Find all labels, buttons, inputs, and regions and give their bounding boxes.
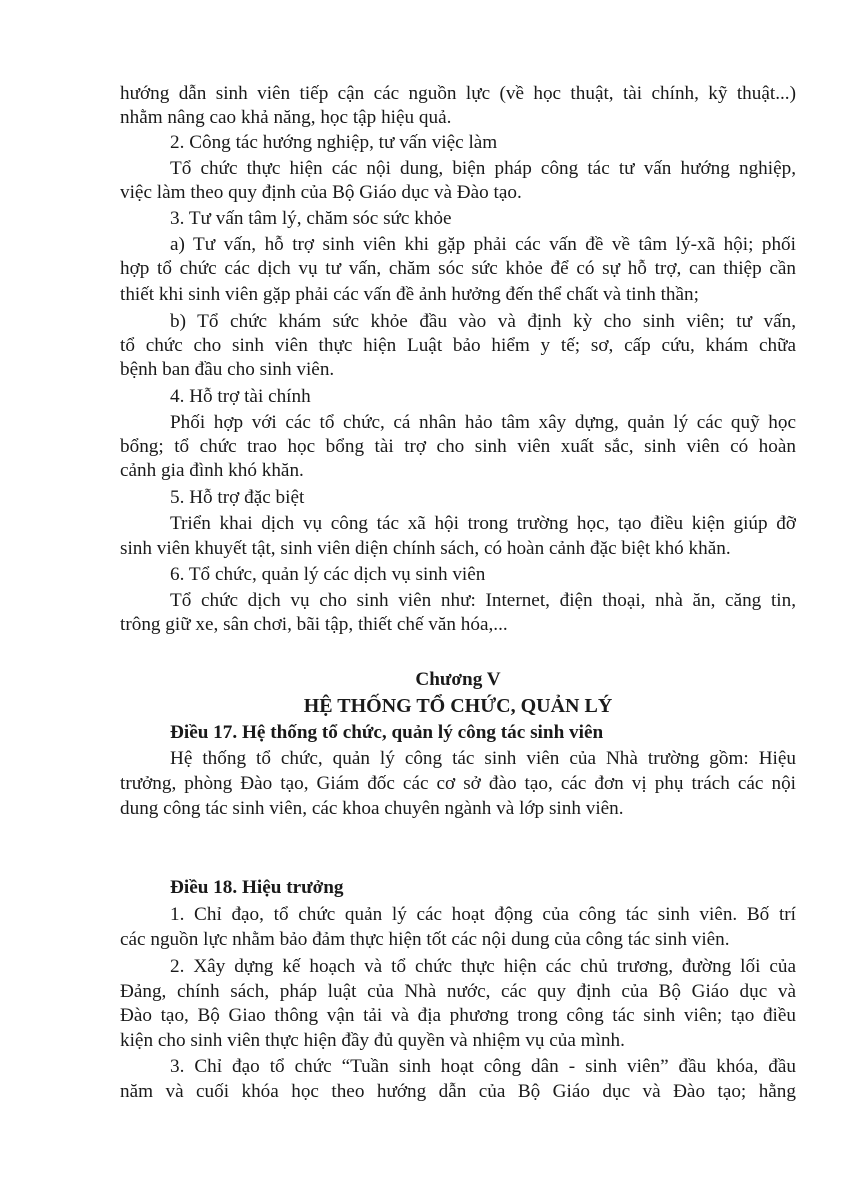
text-line: bổng; tổ chức trao học bổng tài trợ cho sinh viên xuất sắc, sinh viên có hoàn <box>120 436 796 457</box>
text-line: Tổ chức dịch vụ cho sinh viên như: Internet, điện thoại, nhà ăn, căng tin, <box>170 590 796 611</box>
text-line: Đảng, chính sách, pháp luật của Nhà nước, các quy định của Bộ Giáo dục và <box>120 981 796 1002</box>
text-line: cảnh gia đình khó khăn. <box>120 460 304 481</box>
text-line: 2. Xây dựng kế hoạch và tổ chức thực hiện các chủ trương, đường lối của <box>170 956 796 977</box>
text-line: việc làm theo quy định của Bộ Giáo dục và Đào tạo. <box>120 182 522 203</box>
text-line: kiện cho sinh viên thực hiện đầy đủ quyền và nhiệm vụ của mình. <box>120 1030 625 1051</box>
text-line: Triển khai dịch vụ công tác xã hội trong trường học, tạo điều kiện giúp đỡ <box>170 513 796 534</box>
text-line: a) Tư vấn, hỗ trợ sinh viên khi gặp phải các vấn đề về tâm lý-xã hội; phối <box>170 234 796 255</box>
item-heading: 3. Tư vấn tâm lý, chăm sóc sức khỏe <box>170 208 452 229</box>
item-heading: 2. Công tác hướng nghiệp, tư vấn việc làm <box>170 132 498 153</box>
text-line: Hệ thống tổ chức, quản lý công tác sinh viên của Nhà trường gồm: Hiệu <box>170 748 796 769</box>
text-line: các nguồn lực nhằm bảo đảm thực hiện tốt các nội dung của công tác sinh viên. <box>120 929 730 950</box>
text-line: nhằm nâng cao khả năng, học tập hiệu quả. <box>120 107 452 128</box>
text-line: bệnh ban đầu cho sinh viên. <box>120 359 335 380</box>
text-line: trưởng, phòng Đào tạo, Giám đốc các cơ sở đào tạo, các đơn vị phụ trách các nội <box>120 773 796 794</box>
item-heading: 5. Hỗ trợ đặc biệt <box>170 487 305 508</box>
text-line: thiết khi sinh viên gặp phải các vấn đề ảnh hưởng đến thể chất và tinh thần; <box>120 284 699 305</box>
text-line: Đào tạo, Bộ Giao thông vận tải và địa phương trong công tác sinh viên; tạo điều <box>120 1005 796 1026</box>
text-line: sinh viên khuyết tật, sinh viên diện chính sách, có hoàn cảnh đặc biệt khó khăn. <box>120 538 731 559</box>
text-line: hợp tổ chức các dịch vụ tư vấn, chăm sóc sức khỏe để có sự hỗ trợ, can thiệp cần <box>120 258 796 279</box>
text-line: trông giữ xe, sân chơi, bãi tập, thiết chế văn hóa,... <box>120 614 508 635</box>
text-line: Tổ chức thực hiện các nội dung, biện pháp công tác tư vấn hướng nghiệp, <box>170 158 796 179</box>
text-line: 1. Chỉ đạo, tổ chức quản lý các hoạt động của công tác sinh viên. Bố trí <box>170 904 796 925</box>
text-line: năm và cuối khóa học theo hướng dẫn của Bộ Giáo dục và Đào tạo; hằng <box>120 1081 796 1102</box>
item-heading: 6. Tổ chức, quản lý các dịch vụ sinh viên <box>170 564 486 585</box>
text-line: Phối hợp với các tổ chức, cá nhân hảo tâm xây dựng, quản lý các quỹ học <box>170 412 796 433</box>
text-line: dung công tác sinh viên, các khoa chuyên ngành và lớp sinh viên. <box>120 798 624 819</box>
text-line: hướng dẫn sinh viên tiếp cận các nguồn lực (về học thuật, tài chính, kỹ thuật...) <box>120 83 796 104</box>
text-line: 3. Chỉ đạo tổ chức “Tuần sinh hoạt công dân - sinh viên” đầu khóa, đầu <box>170 1056 796 1077</box>
item-heading: 4. Hỗ trợ tài chính <box>170 386 311 407</box>
text-line: tổ chức cho sinh viên thực hiện Luật bảo hiểm y tế; sơ, cấp cứu, khám chữa <box>120 335 796 356</box>
article-heading: Điều 17. Hệ thống tổ chức, quản lý công tác sinh viên <box>170 722 604 743</box>
text-line: b) Tổ chức khám sức khỏe đầu vào và định kỳ cho sinh viên; tư vấn, <box>170 311 796 332</box>
chapter-title: HỆ THỐNG TỔ CHỨC, QUẢN LÝ <box>303 695 613 717</box>
article-heading: Điều 18. Hiệu trưởng <box>170 877 344 898</box>
chapter-label: Chương V <box>415 669 501 690</box>
